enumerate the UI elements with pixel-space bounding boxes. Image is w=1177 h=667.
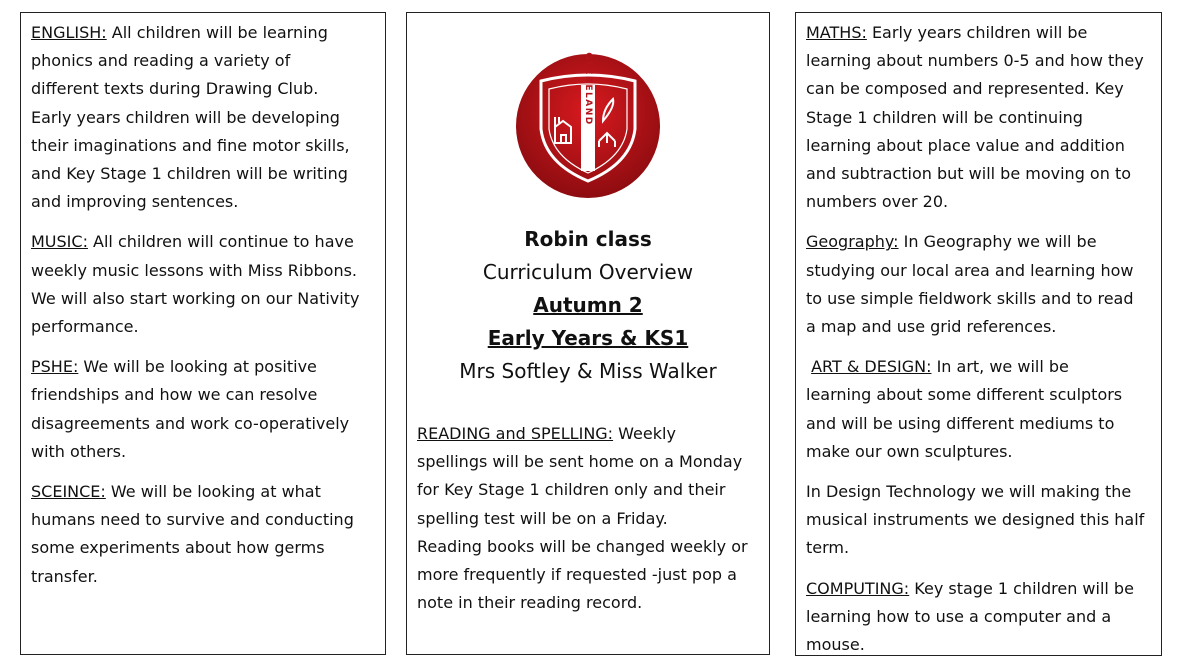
reading-section	[417, 420, 759, 617]
pshe-section	[31, 353, 375, 466]
logo-text: GLEBELAND	[583, 52, 593, 126]
geography-heading: Geography:	[806, 232, 899, 252]
reading-text: Weekly spellings will be sent home on a Monday for Key Stage 1 children only and their spelling test will be on a Friday. Reading books will be changed weekly or more frequently if requested -just pop a note in their reading record.	[417, 424, 748, 613]
art-section	[806, 353, 1151, 466]
english-section	[31, 19, 375, 216]
science-section	[31, 478, 375, 591]
computing-text: Key stage 1 children will be learning how to use a computer and a mouse.	[806, 578, 1134, 655]
computing-heading: COMPUTING:	[806, 578, 910, 598]
stage: Early Years & KS1	[487, 326, 689, 350]
pshe-text: We will be looking at positive friendships and how we can resolve disagreements and work co-operatively with others.	[31, 357, 350, 461]
class-info	[417, 223, 759, 388]
science-heading: SCEINCE:	[31, 482, 106, 502]
english-text: All children will be learning phonics and reading a variety of different texts during Drawing Club. Early years children will be developing their imaginations and fine motor skills, and Key Stage 1 children will be writing and improving sentences.	[31, 23, 350, 212]
term: Autumn 2	[533, 293, 643, 317]
science-text: We will be looking at what humans need to survive and conducting some experiments about how germs transfer.	[31, 482, 354, 586]
middle-panel	[406, 12, 770, 655]
maths-heading: MATHS:	[806, 23, 867, 42]
art-text: In art, we will be learning about some different sculptors and will be using different mediums to make our own sculptures.	[806, 357, 1123, 461]
music-section	[31, 228, 375, 341]
art-heading: ART & DESIGN:	[811, 357, 932, 377]
class-name: Robin class	[524, 227, 652, 251]
left-panel	[20, 12, 386, 655]
music-heading: MUSIC:	[31, 232, 88, 252]
dt-section	[806, 478, 1151, 563]
music-text: All children will continue to have weekly music lessons with Miss Ribbons. We will also start working on our Nativity performance.	[31, 232, 360, 337]
maths-section	[806, 19, 1151, 216]
computing-section	[806, 575, 1151, 660]
dt-text: In Design Technology we will making the musical instruments we designed this half term.	[806, 482, 1145, 558]
pshe-heading: PSHE:	[31, 357, 79, 377]
geography-text: In Geography we will be studying our local area and learning how to use simple fieldwork skills and to read a map and use grid references.	[806, 232, 1134, 337]
reading-heading: READING and SPELLING:	[417, 424, 614, 443]
subtitle: Curriculum Overview	[482, 260, 694, 284]
right-panel	[795, 12, 1162, 656]
geography-section	[806, 228, 1151, 341]
teachers: Mrs Softley & Miss Walker	[459, 359, 717, 383]
english-heading: ENGLISH:	[31, 23, 107, 42]
school-logo	[417, 51, 759, 201]
shield-logo-icon	[503, 51, 673, 201]
maths-text: Early years children will be learning about numbers 0-5 and how they can be composed and represented. Key Stage 1 children will be continuing learning about place value and addition and subtraction but will be moving on to numbers over 20.	[806, 23, 1144, 212]
